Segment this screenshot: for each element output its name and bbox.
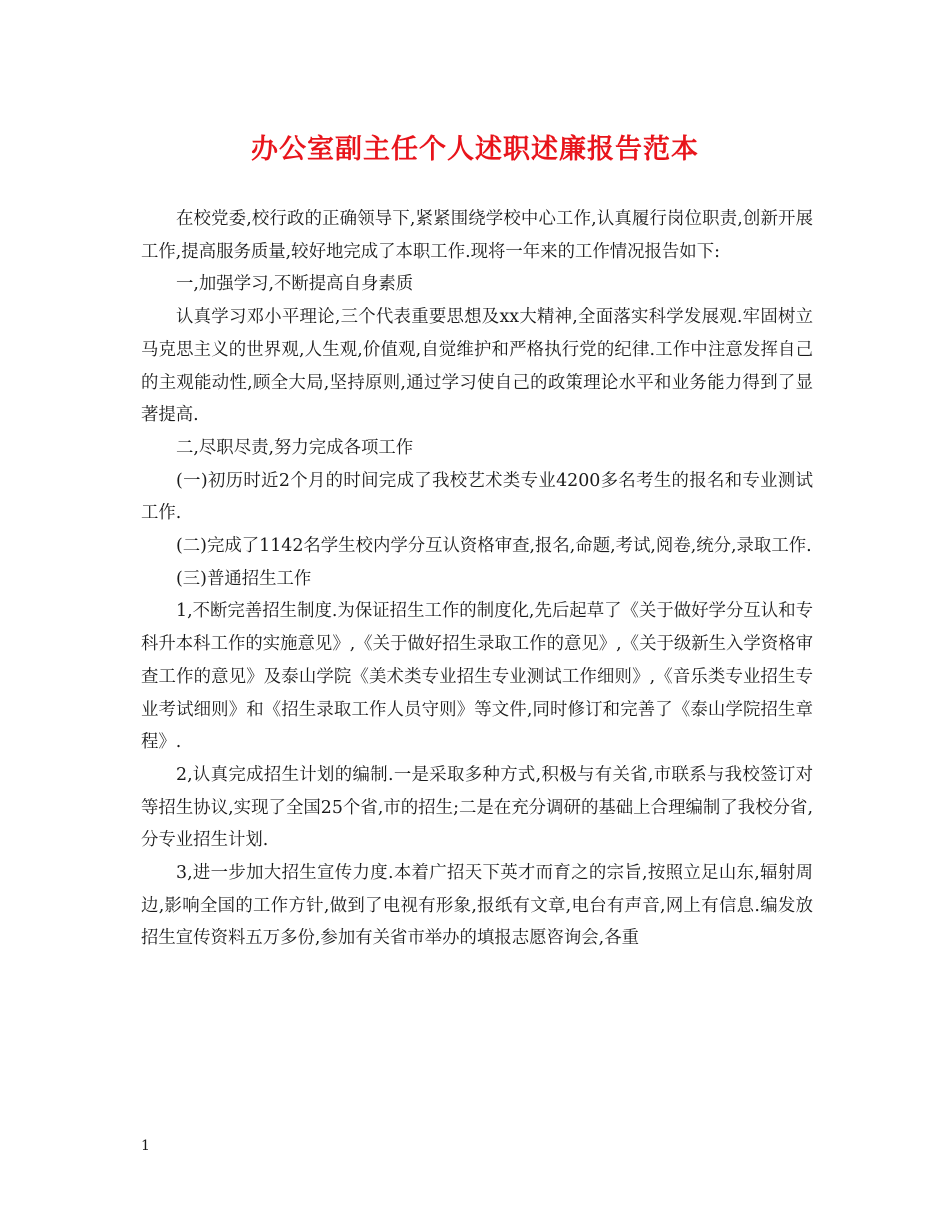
section-heading-2: 二,尽职尽责,努力完成各项工作 xyxy=(176,437,414,458)
paragraph-point-1: 1,不断完善招生制度.为保证招生工作的制度化,先后起草了《关于做好学分互认和专科升本科工作的实施意见》,《关于做好招生录取工作的意见》,《关于级新生入学资格审查工作的意见》及泰山学院《美术类专业招生专业测试工作细则》,《音乐类专业招生专业考试细则》和《招生录取工作人员守则》等文件,同时修订和完善了《泰山学院招生章程》. xyxy=(141,601,813,753)
document-body xyxy=(141,203,813,955)
paragraph-item-1: (一)初历时近2个月的时间完成了我校艺术类专业4200多名考生的报名和专业测试工作. xyxy=(141,470,813,524)
paragraph-point-2: 2,认真完成招生计划的编制.一是采取多种方式,积极与有关省,市联系与我校签订对等招生协议,实现了全国25个省,市的招生;二是在充分调研的基础上合理编制了我校分省,分专业招生计划. xyxy=(141,764,813,851)
paragraph-intro: 在校党委,校行政的正确领导下,紧紧围绕学校中心工作,认真履行岗位职责,创新开展工作,提高服务质量,较好地完成了本职工作.现将一年来的工作情况报告如下: xyxy=(141,209,813,262)
paragraph-point-3: 3,进一步加大招生宣传力度.本着广招天下英才而育之的宗旨,按照立足山东,辐射周边,影响全国的工作方针,做到了电视有形象,报纸有文章,电台有声音,网上有信息.编发放招生宣传资料五万多份,参加有关省市举办的填报志愿咨询会,各重 xyxy=(141,863,813,949)
section-heading-1: 一,加强学习,不断提高自身素质 xyxy=(176,274,414,295)
paragraph-study: 认真学习邓小平理论,三个代表重要思想及xx大精神,全面落实科学发展观.牢固树立马克思主义的世界观,人生观,价值观,自觉维护和严格执行党的纪律.工作中注意发挥自己的主观能动性,顾全大局,坚持原则,通过学习使自己的政策理论水平和业务能力得到了显著提高. xyxy=(141,307,813,426)
page-number: 1 xyxy=(141,1138,150,1154)
paragraph-item-2: (二)完成了1142名学生校内学分互认资格审查,报名,命题,考试,阅卷,统分,录取工作. xyxy=(176,536,812,557)
subsection-heading-3: (三)普通招生工作 xyxy=(176,568,312,589)
document-title: 办公室副主任个人述职述廉报告范本 xyxy=(251,134,699,165)
